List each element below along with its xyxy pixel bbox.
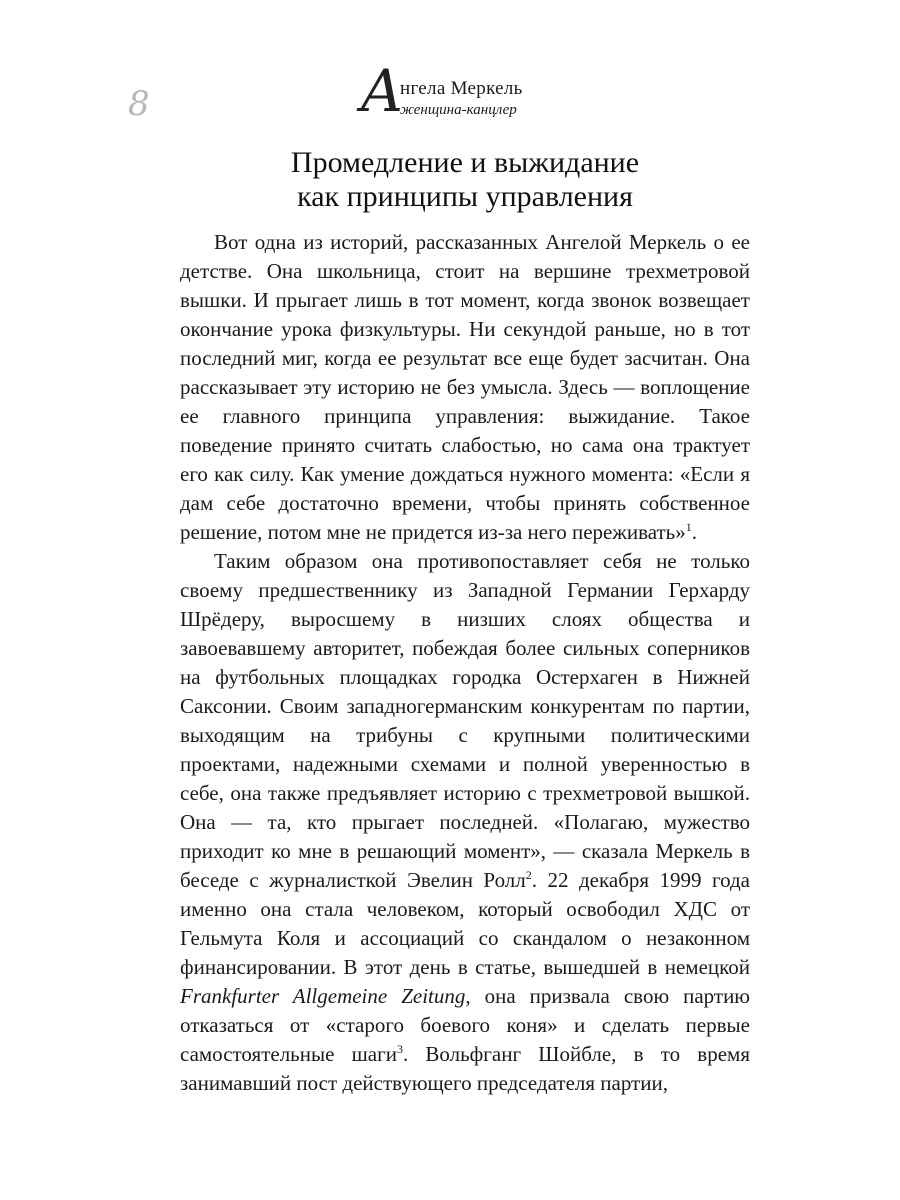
header-subtitle: женщина-канцлер <box>400 102 517 118</box>
footnote-ref-1: 1 <box>685 520 692 534</box>
paragraph-2 <box>180 547 750 1098</box>
header-ornamental-initial: А <box>360 57 404 125</box>
paragraph-2-part2: . 22 декабря 1999 года именно она стала человеком, который освободил ХДС от Гельмута Коля и ассоциаций со скандалом о незаконном финансировании. В этот день в статье, вышедшей в немецкой <box>180 868 750 979</box>
paragraph-2-part4: . Вольфганг Шойбле, в то время занимавший пост действующего председателя партии, <box>180 1042 750 1095</box>
chapter-title-line2: как принципы управления <box>297 180 633 213</box>
paragraph-1-tail: . <box>691 520 698 544</box>
footnote-ref-2: 2 <box>525 868 532 882</box>
chapter-title <box>180 146 750 214</box>
footnote-ref-3: 3 <box>396 1042 403 1056</box>
paragraph-2-part1: Таким образом она противопоставляет себя не только своему предшественнику из Западной Германии Герхарду Шрёдеру, выросшему в низших слоях общества и завоевавшему авторитет, побеждая более сильных соперников на футбольных площадках городка Остерхаген в Нижней Саксонии. Своим западногерманским конкурентам по партии, выходящим на трибуны с крупными политическими проектами, надежными схемами и полной уверенностью в себе, она также предъявляет историю с трехметровой вышкой. Она — та, кто прыгает последней. «Полагаю, мужество приходит ко мне в решающий момент», — сказала Меркель в беседе с журналисткой Эвелин Ролл <box>180 549 750 892</box>
chapter-title-line1: Промедление и выжидание <box>290 146 640 179</box>
newspaper-title: Frankfurter Allgemeine Zeitung <box>180 984 466 1008</box>
paragraph-1-text: Вот одна из историй, рассказанных Ангелой Меркель о ее детстве. Она школьница, стоит на вершине трехметровой вышки. И прыгает лишь в тот момент, когда звонок возвещает окончание урока физкультуры. Ни секундой раньше, но в тот последний миг, когда ее результат все еще будет засчитан. Она рассказывает эту историю не без умысла. Здесь — воплощение ее главного принципа управления: выжидание. Такое поведение принято считать слабостью, но сама она трактует его как силу. Как умение дождаться нужного момента: «Если я дам себе достаточно времени, чтобы принять собственное решение, потом мне не придется из-за него переживать» <box>180 230 750 544</box>
running-header <box>360 57 560 125</box>
body-text <box>180 228 750 1098</box>
paragraph-1 <box>180 228 750 547</box>
paragraph-2-part3: , она призвала свою партию отказаться от «старого боевого коня» и сделать первые самостоятельные шаги <box>180 984 750 1066</box>
page-number: 8 <box>128 84 150 124</box>
header-author: нгела Меркель <box>400 78 523 99</box>
